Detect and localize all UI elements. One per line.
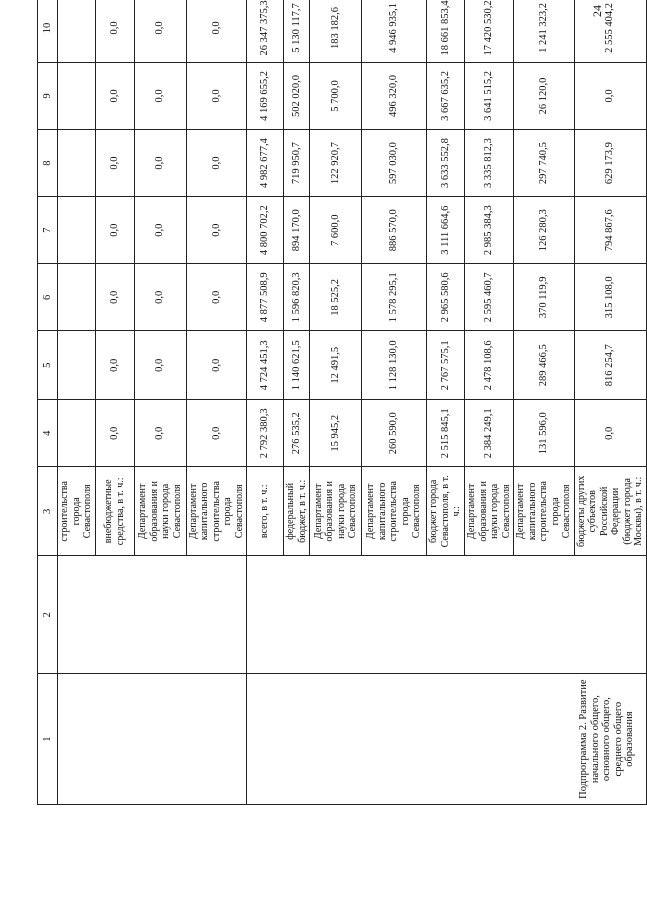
value-cell: 15 945,2 bbox=[310, 400, 362, 467]
empty-cell bbox=[247, 556, 647, 674]
value-cell: 122 920,7 bbox=[310, 130, 362, 197]
value-cell: 5 700,0 bbox=[310, 62, 362, 129]
value-cell: 4 877 508,9 bbox=[247, 264, 284, 331]
row-label-cell: строительства города Севастополя bbox=[58, 467, 96, 556]
value-cell: 18 525,2 bbox=[310, 264, 362, 331]
value-cell: 26 120,0 bbox=[514, 62, 575, 129]
row-label-cell: федеральный бюджет, в т. ч.: bbox=[284, 467, 310, 556]
header-cell: 10 bbox=[38, 0, 58, 62]
value-cell: 2 985 384,3 bbox=[465, 197, 514, 264]
row-label-cell: Департамент капитального строительства города Севастополя bbox=[514, 467, 575, 556]
value-cell: 0,0 bbox=[95, 400, 134, 467]
value-cell: 4 800 702,2 bbox=[247, 197, 284, 264]
value-cell: 26 347 375,3 bbox=[247, 0, 284, 62]
value-cell: 131 596,0 bbox=[514, 400, 575, 467]
row-label-cell: Департамент капитального строительства города Севастополя bbox=[362, 467, 427, 556]
empty-cell bbox=[58, 674, 247, 805]
header-row bbox=[38, 0, 58, 805]
budget-table bbox=[37, 0, 647, 805]
value-cell: 0,0 bbox=[186, 0, 247, 62]
value-cell: 0,0 bbox=[95, 331, 134, 400]
value-cell: 0,0 bbox=[134, 331, 186, 400]
header-cell: 3 bbox=[38, 467, 58, 556]
value-cell: 18 661 853,4 bbox=[427, 0, 465, 62]
value-cell bbox=[58, 0, 96, 62]
value-cell: 0,0 bbox=[95, 62, 134, 129]
header-cell: 1 bbox=[38, 674, 58, 805]
value-cell: 597 030,0 bbox=[362, 130, 427, 197]
value-cell: 502 020,0 bbox=[284, 62, 310, 129]
header-cell: 8 bbox=[38, 130, 58, 197]
empty-cell bbox=[58, 556, 247, 674]
value-cell: 1 596 820,3 bbox=[284, 264, 310, 331]
value-cell: 2 767 575,1 bbox=[427, 331, 465, 400]
value-cell: 0,0 bbox=[186, 400, 247, 467]
rotated-page bbox=[24, 0, 644, 861]
value-cell: 2 792 380,3 bbox=[247, 400, 284, 467]
value-cell: 0,0 bbox=[134, 264, 186, 331]
value-cell: 2 478 108,6 bbox=[465, 331, 514, 400]
value-cell bbox=[58, 62, 96, 129]
value-cell: 260 590,0 bbox=[362, 400, 427, 467]
value-cell: 17 420 530,2 bbox=[465, 0, 514, 62]
header-cell: 5 bbox=[38, 331, 58, 400]
value-cell: 0,0 bbox=[186, 197, 247, 264]
value-cell: 1 241 323,2 bbox=[514, 0, 575, 62]
row-label-cell: Департамент образования и науки города Севастополя bbox=[134, 467, 186, 556]
value-cell: 0,0 bbox=[95, 264, 134, 331]
subprogram-label: Подпрограмма 2. Развитие начального общего, основного общего, среднего общего образования bbox=[247, 674, 647, 805]
row-label-cell: внебюджетные средства, в т. ч.: bbox=[95, 467, 134, 556]
value-cell: 1 128 130,0 bbox=[362, 331, 427, 400]
row-label-cell: Департамент капитального строительства города Севастополя bbox=[186, 467, 247, 556]
value-cell: 370 119,9 bbox=[514, 264, 575, 331]
value-cell: 0,0 bbox=[574, 62, 646, 129]
value-cell: 496 320,0 bbox=[362, 62, 427, 129]
header-cell: 2 bbox=[38, 556, 58, 674]
value-cell bbox=[58, 264, 96, 331]
table-row bbox=[58, 0, 96, 805]
value-cell: 0,0 bbox=[186, 62, 247, 129]
value-cell: 0,0 bbox=[134, 130, 186, 197]
value-cell: 4 946 935,1 bbox=[362, 0, 427, 62]
value-cell: 3 667 635,2 bbox=[427, 62, 465, 129]
value-cell: 297 740,5 bbox=[514, 130, 575, 197]
value-cell bbox=[58, 197, 96, 264]
value-cell: 629 173,9 bbox=[574, 130, 646, 197]
value-cell bbox=[58, 331, 96, 400]
value-cell: 894 170,0 bbox=[284, 197, 310, 264]
header-cell: 9 bbox=[38, 62, 58, 129]
header-cell: 7 bbox=[38, 197, 58, 264]
value-cell: 1 578 295,1 bbox=[362, 264, 427, 331]
value-cell: 816 254,7 bbox=[574, 331, 646, 400]
table-row bbox=[247, 0, 284, 805]
value-cell: 0,0 bbox=[95, 0, 134, 62]
value-cell: 886 570,0 bbox=[362, 197, 427, 264]
row-label-cell: бюджеты других субъектов Российской Федерации (бюджет города Москвы), в т. ч.: bbox=[574, 467, 646, 556]
value-cell: 2 384 249,1 bbox=[465, 400, 514, 467]
value-cell: 2 965 580,6 bbox=[427, 264, 465, 331]
value-cell: 315 108,0 bbox=[574, 264, 646, 331]
value-cell: 3 641 515,2 bbox=[465, 62, 514, 129]
value-cell: 0,0 bbox=[186, 331, 247, 400]
row-label-cell: всего, в т. ч.: bbox=[247, 467, 284, 556]
value-cell: 0,0 bbox=[186, 264, 247, 331]
page-number: 24 bbox=[590, 5, 604, 17]
value-cell: 2 515 845,1 bbox=[427, 400, 465, 467]
value-cell: 12 491,5 bbox=[310, 331, 362, 400]
value-cell: 289 466,5 bbox=[514, 331, 575, 400]
value-cell bbox=[58, 130, 96, 197]
value-cell: 0,0 bbox=[134, 62, 186, 129]
value-cell: 7 600,0 bbox=[310, 197, 362, 264]
header-cell: 4 bbox=[38, 400, 58, 467]
value-cell: 3 111 664,6 bbox=[427, 197, 465, 264]
value-cell: 3 633 552,8 bbox=[427, 130, 465, 197]
value-cell: 0,0 bbox=[574, 400, 646, 467]
value-cell: 0,0 bbox=[186, 130, 247, 197]
value-cell: 3 335 812,3 bbox=[465, 130, 514, 197]
value-cell: 4 982 677,4 bbox=[247, 130, 284, 197]
value-cell: 2 555 404,2 bbox=[574, 0, 646, 62]
header-cell: 6 bbox=[38, 264, 58, 331]
value-cell: 1 140 621,5 bbox=[284, 331, 310, 400]
value-cell: 276 535,2 bbox=[284, 400, 310, 467]
value-cell: 0,0 bbox=[134, 0, 186, 62]
value-cell: 4 724 451,3 bbox=[247, 331, 284, 400]
value-cell: 126 280,3 bbox=[514, 197, 575, 264]
value-cell: 0,0 bbox=[95, 130, 134, 197]
value-cell: 719 950,7 bbox=[284, 130, 310, 197]
value-cell: 0,0 bbox=[134, 400, 186, 467]
row-label-cell: бюджет города Севастополя, в т. ч.: bbox=[427, 467, 465, 556]
row-label-cell: Департамент образования и науки города Севастополя bbox=[465, 467, 514, 556]
value-cell: 0,0 bbox=[134, 197, 186, 264]
value-cell: 794 867,6 bbox=[574, 197, 646, 264]
value-cell bbox=[58, 400, 96, 467]
row-label-cell: Департамент образования и науки города Севастополя bbox=[310, 467, 362, 556]
value-cell: 183 182,6 bbox=[310, 0, 362, 62]
value-cell: 4 169 655,2 bbox=[247, 62, 284, 129]
value-cell: 0,0 bbox=[95, 197, 134, 264]
value-cell: 5 130 117,7 bbox=[284, 0, 310, 62]
value-cell: 2 595 460,7 bbox=[465, 264, 514, 331]
